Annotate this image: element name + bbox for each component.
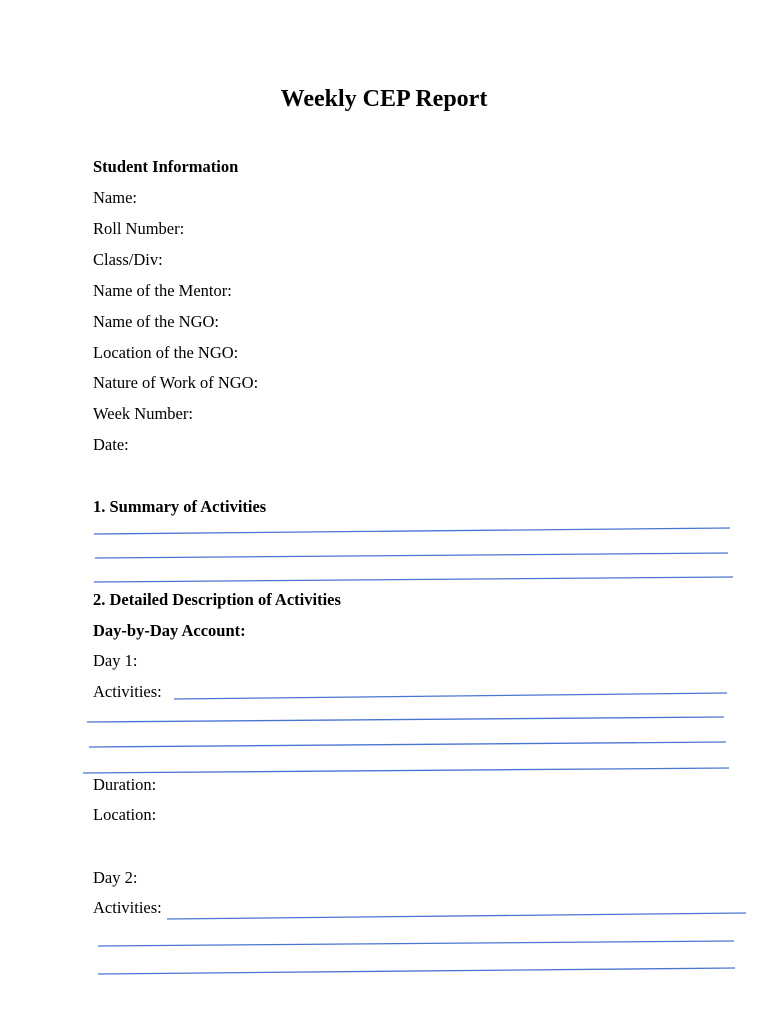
day2-activities-label: Activities: [93,898,162,917]
day2-label: Day 2: [93,868,138,887]
field-date: Date: [93,435,129,454]
day1-activity-line-4 [83,768,729,773]
field-week-number: Week Number: [93,404,193,423]
student-info-heading: Student Information [93,157,239,176]
day2-activity-line-3 [98,968,735,974]
summary-line-2 [95,553,728,558]
day1-duration-label: Duration: [93,775,157,794]
field-ngo-nature: Nature of Work of NGO: [93,373,259,392]
field-ngo-location: Location of the NGO: [93,343,239,362]
page-title: Weekly CEP Report [280,86,488,112]
summary-line-3 [94,577,733,582]
field-mentor: Name of the Mentor: [93,281,232,300]
field-name: Name: [93,188,137,207]
summary-heading: 1. Summary of Activities [93,497,267,516]
day2-activity-line-1 [167,913,746,919]
detailed-heading: 2. Detailed Description of Activities [93,590,341,609]
day1-label: Day 1: [93,651,138,670]
day1-activity-line-1 [174,693,727,699]
day-by-day-heading: Day-by-Day Account: [93,621,246,640]
field-roll-number: Roll Number: [93,219,185,238]
field-class-div: Class/Div: [93,250,163,269]
day2-activity-line-2 [98,941,734,946]
day1-activities-label: Activities: [93,682,162,701]
field-ngo-name: Name of the NGO: [93,312,220,331]
summary-line-1 [94,528,730,534]
day1-location-label: Location: [93,805,157,824]
day1-activity-line-2 [87,717,724,722]
day1-activity-line-3 [89,742,726,747]
